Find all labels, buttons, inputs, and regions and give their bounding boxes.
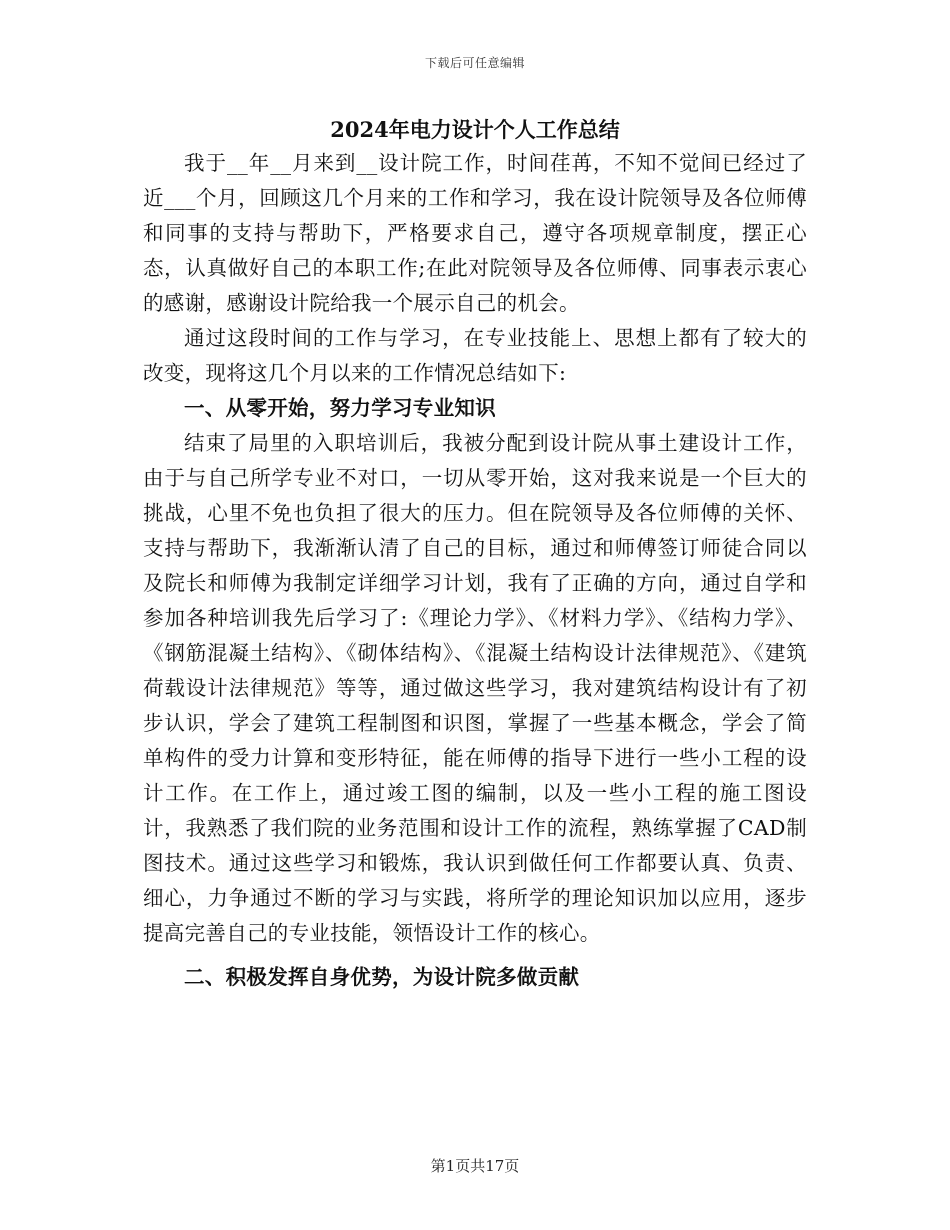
- download-note: 下载后可任意编辑: [424, 56, 525, 70]
- section-heading-2: 二、积极发挥自身优势，为设计院多做贡献: [184, 965, 580, 989]
- page-number: 第1页共17页: [430, 1157, 520, 1175]
- section-heading-1: 一、从零开始，努力学习专业知识: [184, 396, 496, 420]
- document-title: 2024年电力设计个人工作总结: [330, 117, 620, 142]
- paragraph-section-1: 结束了局里的入职培训后，我被分配到设计院从事土建设计工作，由于与自己所学专业不对口，一切从零开始，这对我来说是一个巨大的挑战，心里不免也负担了很大的压力。但在院领导及各位师傅的关怀、支持与帮助下，我渐渐认清了自己的目标，通过和师傅签订师徒合同以及院长和师傅为我制定详细学习计划，我有了正确的方向，通过自学和参加各种培训我先后学习了:《理论力学》、《材料力学》、《结构力学》、《钢筋混凝土结构》、《砌体结构》、《混凝土结构设计法律规范》、《建筑荷载设计法律规范》等等，通过做这些学习，我对建筑结构设计有了初步认识，学会了建筑工程制图和识图，掌握了一些基本概念，学会了简单构件的受力计算和变形特征，能在师傅的指导下进行一些小工程的设计工作。在工作上，通过竣工图的编制，以及一些小工程的施工图设计，我熟悉了我们院的业务范围和设计工作的流程，熟练掌握了CAD制图技术。通过这些学习和锻炼，我认识到做任何工作都要认真、负责、细心，力争通过不断的学习与实践，将所学的理论知识加以应用，逐步提高完善自己的专业技能，领悟设计工作的核心。: [143, 431, 807, 945]
- document-body: [143, 146, 807, 995]
- paragraph-intro: 我于__年__月来到__设计院工作，时间荏苒，不知不觉间已经过了近___个月，回顾这几个月来的工作和学习，我在设计院领导及各位师傅和同事的支持与帮助下，严格要求自己，遵守各项规章制度，摆正心态，认真做好自己的本职工作;在此对院领导及各位师傅、同事表示衷心的感谢，感谢设计院给我一个展示自己的机会。: [143, 151, 807, 315]
- paragraph-summary: 通过这段时间的工作与学习，在专业技能上、思想上都有了较大的改变，现将这几个月以来的工作情况总结如下:: [143, 326, 807, 385]
